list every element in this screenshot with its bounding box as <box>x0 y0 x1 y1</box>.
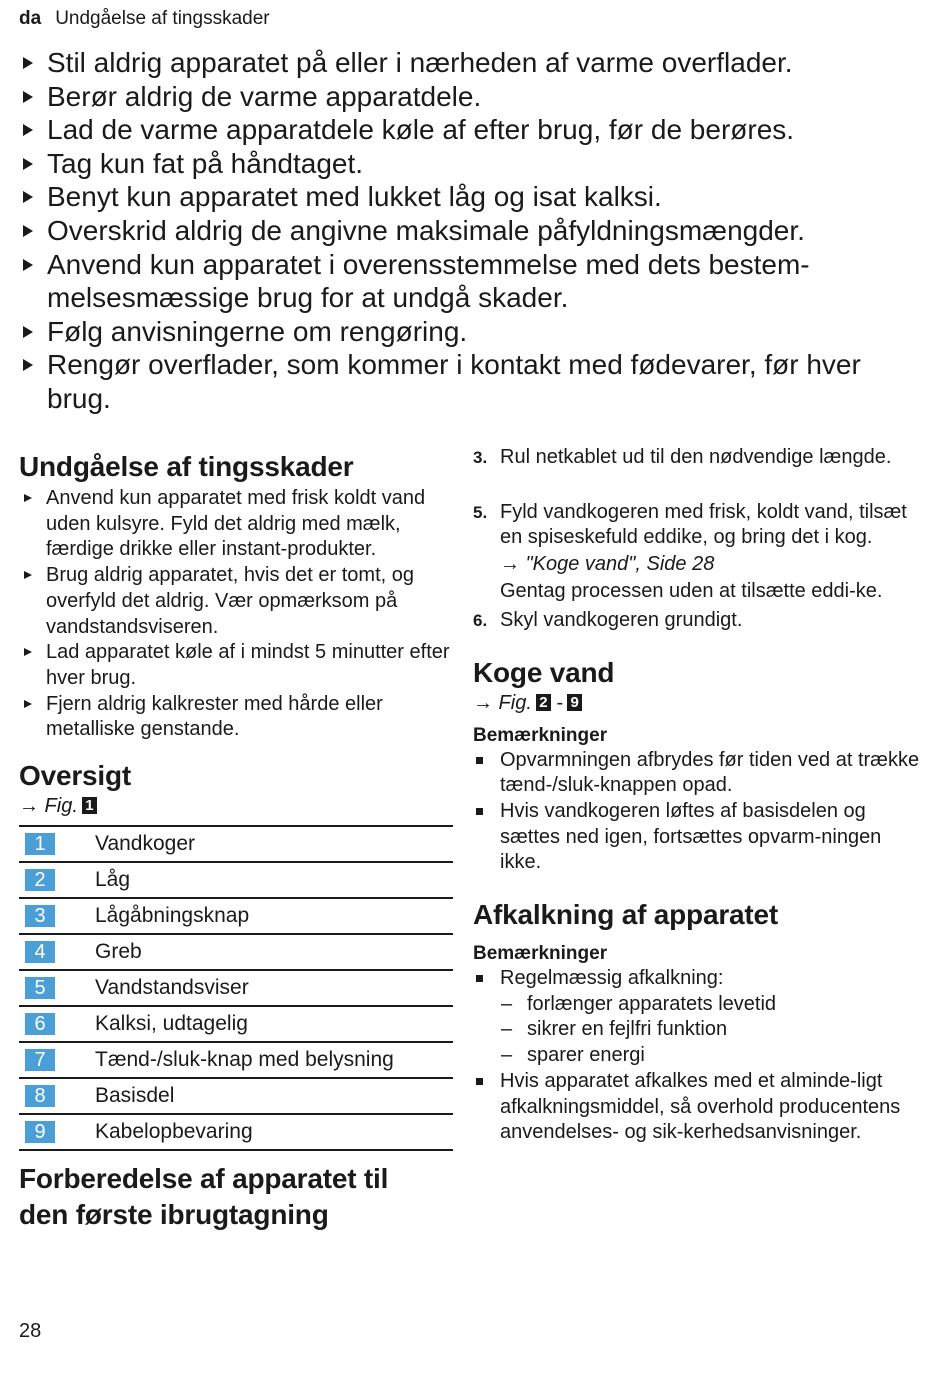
parts-table <box>19 825 453 1151</box>
part-number-badge: 1 <box>25 833 55 855</box>
triangle-bullet-icon <box>24 494 32 502</box>
cross-reference-link[interactable]: → "Koge vand", Side 28 <box>500 553 715 576</box>
square-bullet-icon <box>476 757 483 764</box>
language-code: da <box>19 8 42 29</box>
list-item: Hvis apparatet afkalkes med et alminde-ligt afkalkningsmiddel, så overhold producentens anvendelses- og sik-kerhedsanvisninger. <box>473 1069 923 1146</box>
left-column <box>19 450 453 1233</box>
step-number: 5. <box>473 502 488 522</box>
list-item: Opvarmningen afbrydes før tiden ved at trække tænd-/sluk-knappen opad. <box>473 748 923 799</box>
table-row <box>19 862 453 898</box>
list-item: Anvend kun apparatet med frisk koldt vand uden kulsyre. Fyld det aldrig med mælk, færdige drikke eller instant-produkter. <box>19 486 453 563</box>
part-label: Lågåbningsknap <box>95 898 453 934</box>
figure-reference: → Fig. 1 <box>19 793 453 819</box>
part-number-badge: 6 <box>25 1013 55 1035</box>
part-label: Vandkoger <box>95 826 453 862</box>
square-bullet-icon <box>476 1078 483 1085</box>
triangle-bullet-icon <box>24 700 32 708</box>
page-number: 28 <box>19 1320 42 1342</box>
dash-item: – sparer energi <box>501 1044 645 1067</box>
triangle-bullet-icon <box>23 57 33 69</box>
triangle-bullet-icon <box>23 191 33 203</box>
table-row <box>19 826 453 862</box>
table-row <box>19 898 453 934</box>
table-row <box>19 934 453 970</box>
notes-list <box>473 748 923 877</box>
list-item: Berør aldrig de varme apparatdele. <box>20 80 920 114</box>
notes-label: Bemærkninger <box>473 943 608 965</box>
part-label: Vandstandsviser <box>95 970 453 1006</box>
part-label: Basisdel <box>95 1078 453 1114</box>
list-item: Regelmæssig afkalkning: – forlænger apparatets levetid – sikrer en fejlfri funktion – sparer energi <box>473 966 923 1069</box>
section-heading-damage: Undgåelse af tingsskader <box>19 451 354 482</box>
list-item: Tag kun fat på håndtaget. <box>20 147 920 181</box>
list-item: Fjern aldrig kalkrester med hårde eller metalliske genstande. <box>19 692 453 743</box>
list-item: Hvis vandkogeren løftes af basisdelen og sættes ned igen, fortsættes opvarm-ningen ikke. <box>473 799 923 876</box>
step-number: 3. <box>473 448 488 467</box>
section-heading-overview: Oversigt <box>19 760 131 792</box>
figure-reference: → Fig. 2 - 9 <box>473 690 923 716</box>
triangle-bullet-icon <box>24 648 32 656</box>
triangle-bullet-icon <box>23 259 33 271</box>
list-item: Benyt kun apparatet med lukket låg og isat kalksi. <box>20 180 920 214</box>
list-item: Lad apparatet køle af i mindst 5 minutter efter hver brug. <box>19 640 453 691</box>
step-list <box>473 500 923 634</box>
table-row <box>19 1006 453 1042</box>
triangle-bullet-icon <box>23 225 33 237</box>
triangle-bullet-icon <box>24 571 32 579</box>
notes-list <box>473 966 923 1146</box>
part-label: Kabelopbevaring <box>95 1114 453 1150</box>
list-item: Følg anvisningerne om rengøring. <box>20 315 920 349</box>
part-number-badge: 5 <box>25 977 55 999</box>
part-label: Kalksi, udtagelig <box>95 1006 453 1042</box>
step-list <box>473 445 923 471</box>
table-row <box>19 1114 453 1150</box>
table-row <box>19 1078 453 1114</box>
part-number-badge: 4 <box>25 941 55 963</box>
step-item: 6. Skyl vandkogeren grundigt. <box>473 608 923 634</box>
square-bullet-icon <box>476 975 483 982</box>
right-column <box>473 445 923 1146</box>
section-heading-prep: Forberedelse af apparatet til den første ibrugtagning <box>19 1163 389 1231</box>
header-title: Undgåelse af tingsskader <box>55 8 270 29</box>
section-heading-boil: Koge vand <box>473 656 615 688</box>
part-label: Tænd-/sluk-knap med belysning <box>95 1042 453 1078</box>
part-number-badge: 3 <box>25 905 55 927</box>
dash-list <box>500 992 923 1069</box>
part-number-badge: 7 <box>25 1049 55 1071</box>
triangle-bullet-icon <box>23 91 33 103</box>
table-row <box>19 1042 453 1078</box>
warning-list <box>20 46 920 416</box>
section-heading-descale: Afkalkning af apparatet <box>473 899 779 931</box>
damage-list <box>19 486 453 743</box>
step-item: 5. Fyld vandkogeren med frisk, koldt vand, tilsæt en spiseskefuld eddike, og bring det i kog. → "Koge vand", Side 28 Gentag processen uden at tilsætte eddi-ke. <box>473 500 923 605</box>
triangle-bullet-icon <box>23 326 33 338</box>
part-number-badge: 9 <box>25 1121 55 1143</box>
dash-item: – sikrer en fejlfri funktion <box>501 1018 728 1041</box>
part-label: Greb <box>95 934 453 970</box>
list-item: Stil aldrig apparatet på eller i nærheden af varme overflader. <box>20 46 920 80</box>
part-number-badge: 2 <box>25 869 55 891</box>
part-number-badge: 8 <box>25 1085 55 1107</box>
step-item: 3. Rul netkablet ud til den nødvendige længde. <box>473 445 923 471</box>
table-row <box>19 970 453 1006</box>
notes-label: Bemærkninger <box>473 724 608 746</box>
triangle-bullet-icon <box>23 158 33 170</box>
part-label: Låg <box>95 862 453 898</box>
list-item: Overskrid aldrig de angivne maksimale påfyldningsmængder. <box>20 214 920 248</box>
list-item: Brug aldrig apparatet, hvis det er tomt, og overfyld det aldrig. Vær opmærksom på vandstandsviseren. <box>19 563 453 640</box>
figure-number-badge: 1 <box>82 797 97 814</box>
figure-number-badge: 9 <box>567 694 582 711</box>
square-bullet-icon <box>476 808 483 815</box>
list-item: Lad de varme apparatdele køle af efter brug, før de berøres. <box>20 113 920 147</box>
list-item: Rengør overflader, som kommer i kontakt med fødevarer, før hver brug. <box>20 348 920 415</box>
dash-item: – forlænger apparatets levetid <box>501 992 777 1015</box>
step-note: Gentag processen uden at tilsætte eddi-ke. <box>500 580 883 603</box>
step-number: 6. <box>473 610 488 630</box>
triangle-bullet-icon <box>23 359 33 371</box>
page-header <box>19 8 270 30</box>
triangle-bullet-icon <box>23 124 33 136</box>
figure-number-badge: 2 <box>536 694 551 711</box>
list-item: Anvend kun apparatet i overensstemmelse med dets bestem-melsesmæssige brug for at undgå skader. <box>20 248 920 315</box>
